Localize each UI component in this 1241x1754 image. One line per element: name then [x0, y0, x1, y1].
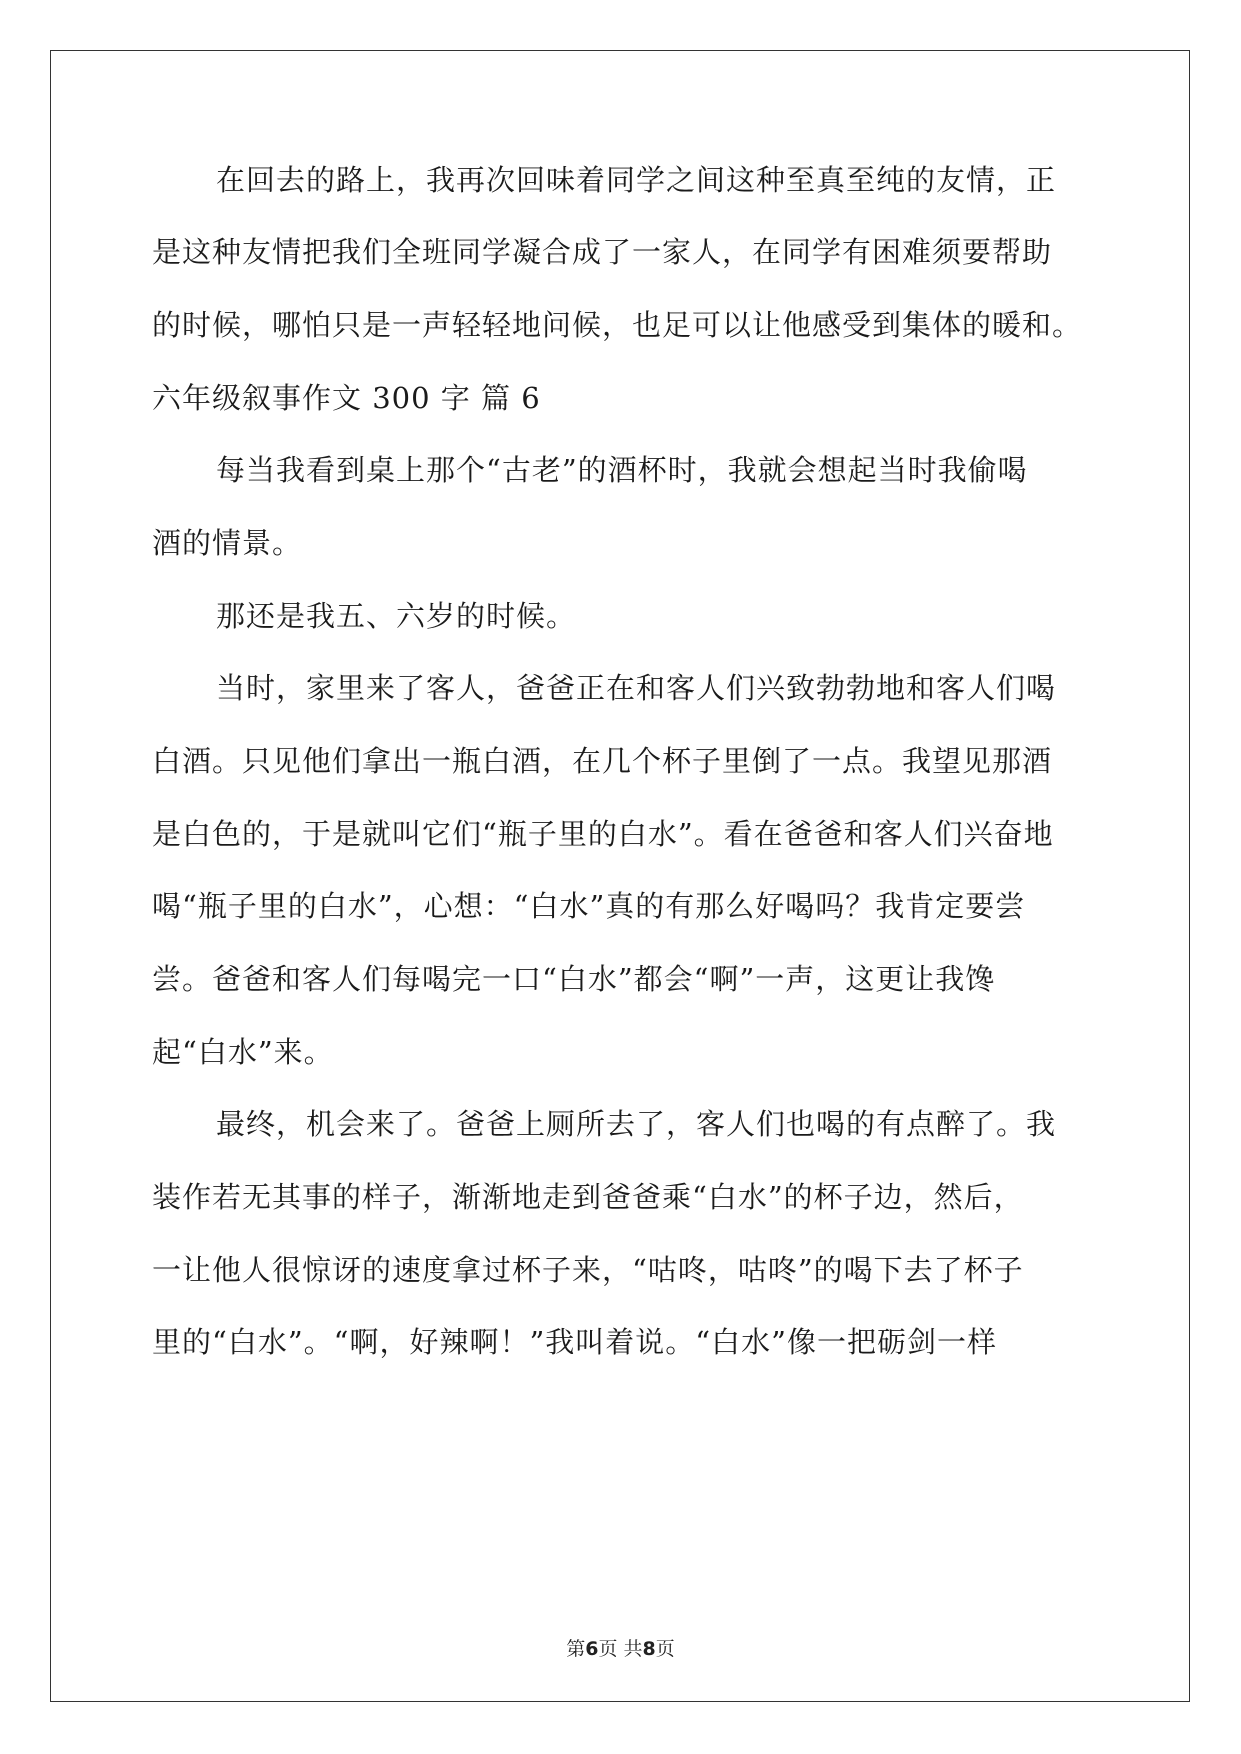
- paragraph-line: 里的“白水”。“啊，好辣啊！”我叫着说。“白水”像一把砺剑一样: [152, 1325, 997, 1359]
- paragraph-line: 在回去的路上，我再次回味着同学之间这种至真至纯的友情，正: [216, 163, 1057, 197]
- page-frame: [50, 50, 1190, 1702]
- current-page-number: 6: [585, 1638, 599, 1660]
- footer-mid: 页 共: [598, 1638, 643, 1660]
- paragraph-line: 酒的情景。: [152, 526, 303, 560]
- footer-suffix: 页: [655, 1638, 675, 1660]
- paragraph-line: 尝。爸爸和客人们每喝完一口“白水”都会“啊”一声，这更让我馋: [152, 962, 996, 996]
- paragraph-line: 每当我看到桌上那个“古老”的酒杯时，我就会想起当时我偷喝: [216, 453, 1028, 487]
- paragraph-line: 那还是我五、六岁的时候。: [216, 599, 577, 633]
- paragraph-line: 最终，机会来了。爸爸上厕所去了，客人们也喝的有点醉了。我: [216, 1107, 1057, 1141]
- page-footer: [0, 1637, 1241, 1661]
- paragraph-line: 的时候，哪怕只是一声轻轻地问候，也足可以让他感受到集体的暖和。: [152, 308, 1083, 342]
- paragraph-line: 喝“瓶子里的白水”，心想：“白水”真的有那么好喝吗？我肯定要尝: [152, 889, 1026, 923]
- section-heading: 六年级叙事作文 300 字 篇 6: [152, 381, 541, 415]
- paragraph-line: 是这种友情把我们全班同学凝合成了一家人，在同学有困难须要帮助: [152, 235, 1053, 269]
- paragraph-line: 白酒。只见他们拿出一瓶白酒，在几个杯子里倒了一点。我望见那酒: [152, 744, 1053, 778]
- footer-prefix: 第: [566, 1638, 586, 1660]
- paragraph-line: 当时，家里来了客人，爸爸正在和客人们兴致勃勃地和客人们喝: [216, 671, 1057, 705]
- paragraph-line: 是白色的，于是就叫它们“瓶子里的白水”。看在爸爸和客人们兴奋地: [152, 817, 1054, 851]
- total-page-number: 8: [642, 1638, 656, 1660]
- paragraph-line: 起“白水”来。: [152, 1035, 334, 1069]
- paragraph-line: 装作若无其事的样子，渐渐地走到爸爸乘“白水”的杯子边，然后，: [152, 1180, 1024, 1214]
- paragraph-line: 一让他人很惊讶的速度拿过杯子来，“咕咚，咕咚”的喝下去了杯子: [152, 1253, 1024, 1287]
